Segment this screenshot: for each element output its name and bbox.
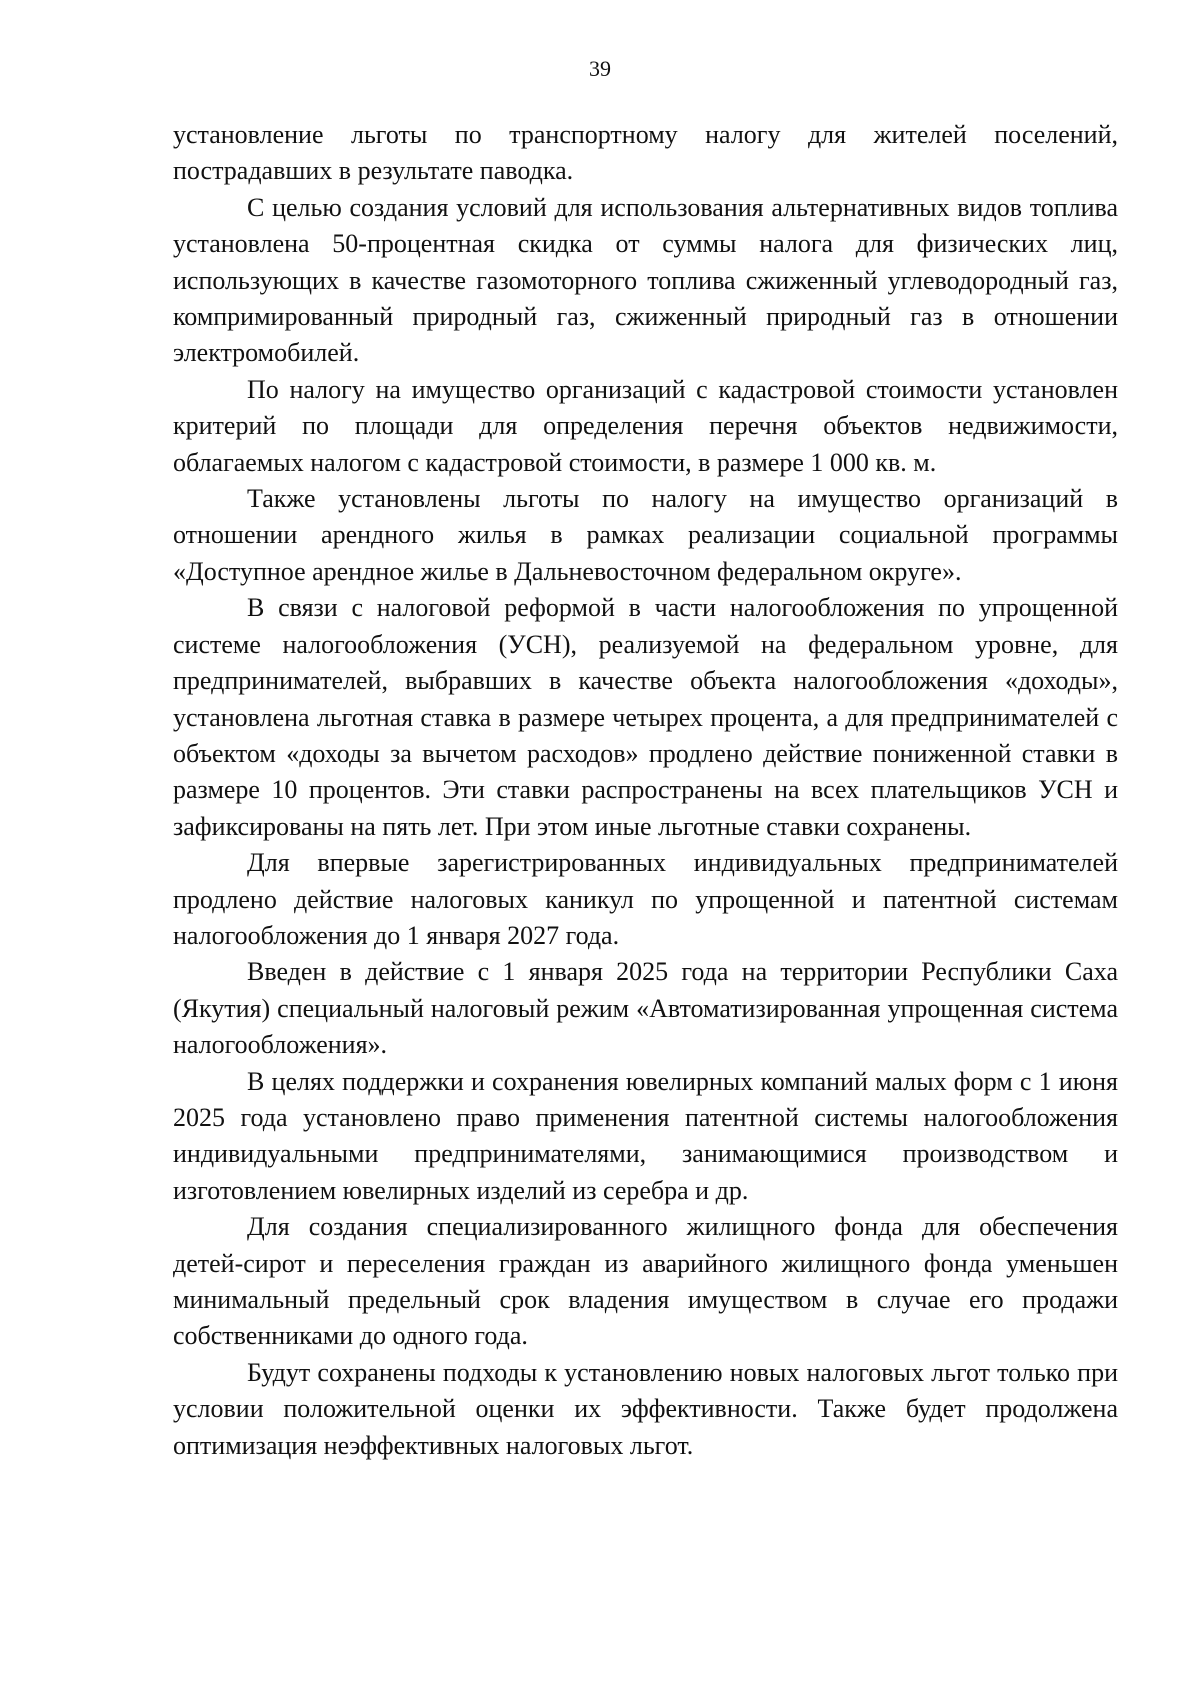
- paragraph-rental-housing-benefit: Также установлены льготы по налогу на имущество организаций в отношении арендного жилья в рамках реализации социальной программы «Доступное арендное жилье в Дальневосточном федеральном округе».: [173, 484, 1118, 586]
- paragraph-jewelry-patent: В целях поддержки и сохранения ювелирных компаний малых форм с 1 июня 2025 года установлено право применения патентной системы налогообложения индивидуальными предпринимателями, занимающимися производством и изготовлением ювелирных изделий из серебра и др.: [173, 1066, 1118, 1205]
- paragraph-tax-holidays: Для впервые зарегистрированных индивидуальных предпринимателей продлено действие налоговых каникул по упрощенной и патентной системам налогообложения до 1 января 2027 года.: [173, 848, 1118, 950]
- paragraph-alternative-fuel: С целью создания условий для использования альтернативных видов топлива установлена 50-процентная скидка от суммы налога для физических лиц, использующих в качестве газомоторного топлива сжиженный углеводородный газ, компримированный природный газ, сжиженный природный газ в отношении электромобилей.: [173, 192, 1118, 368]
- paragraph-benefit-efficiency: Будут сохранены подходы к установлению новых налоговых льгот только при условии положительной оценки их эффективности. Также будет продолжена оптимизация неэффективных налоговых льгот.: [173, 1357, 1118, 1460]
- paragraph-simplified-tax-system: В связи с налоговой реформой в части налогообложения по упрощенной системе налогообложения (УСН), реализуемой на федеральном уровне, для предпринимателей, выбравших в качестве объекта налогообложения «доходы», установлена льготная ставка в размере четырех процента, а для предпринимателей с объектом «доходы за вычетом расходов» продлено действие пониженной ставки в размере 10 процентов. Эти ставки распространены на всех плательщиков УСН и зафиксированы на пять лет. При этом иные льготные ставки сохранены.: [173, 593, 1118, 841]
- paragraph-transport-tax-benefit: установление льготы по транспортному налогу для жителей поселений, пострадавших в результате паводка.: [173, 120, 1118, 186]
- page-number: 39: [589, 56, 611, 81]
- paragraph-property-tax-criterion: По налогу на имущество организаций с кадастровой стоимости установлен критерий по площади для определения перечня объектов недвижимости, облагаемых налогом с кадастровой стоимости, в размере 1 000 кв. м.: [173, 374, 1118, 477]
- paragraph-automated-tax-regime: Введен в действие с 1 января 2025 года на территории Республики Саха (Якутия) специальный налоговый режим «Автоматизированная упрощенная система налогообложения».: [173, 957, 1118, 1060]
- paragraph-housing-fund: Для создания специализированного жилищного фонда для обеспечения детей-сирот и переселения граждан из аварийного жилищного фонда уменьшен минимальный предельный срок владения имуществом в случае его продажи собственниками до одного года.: [173, 1212, 1118, 1351]
- document-body: [173, 117, 1118, 1464]
